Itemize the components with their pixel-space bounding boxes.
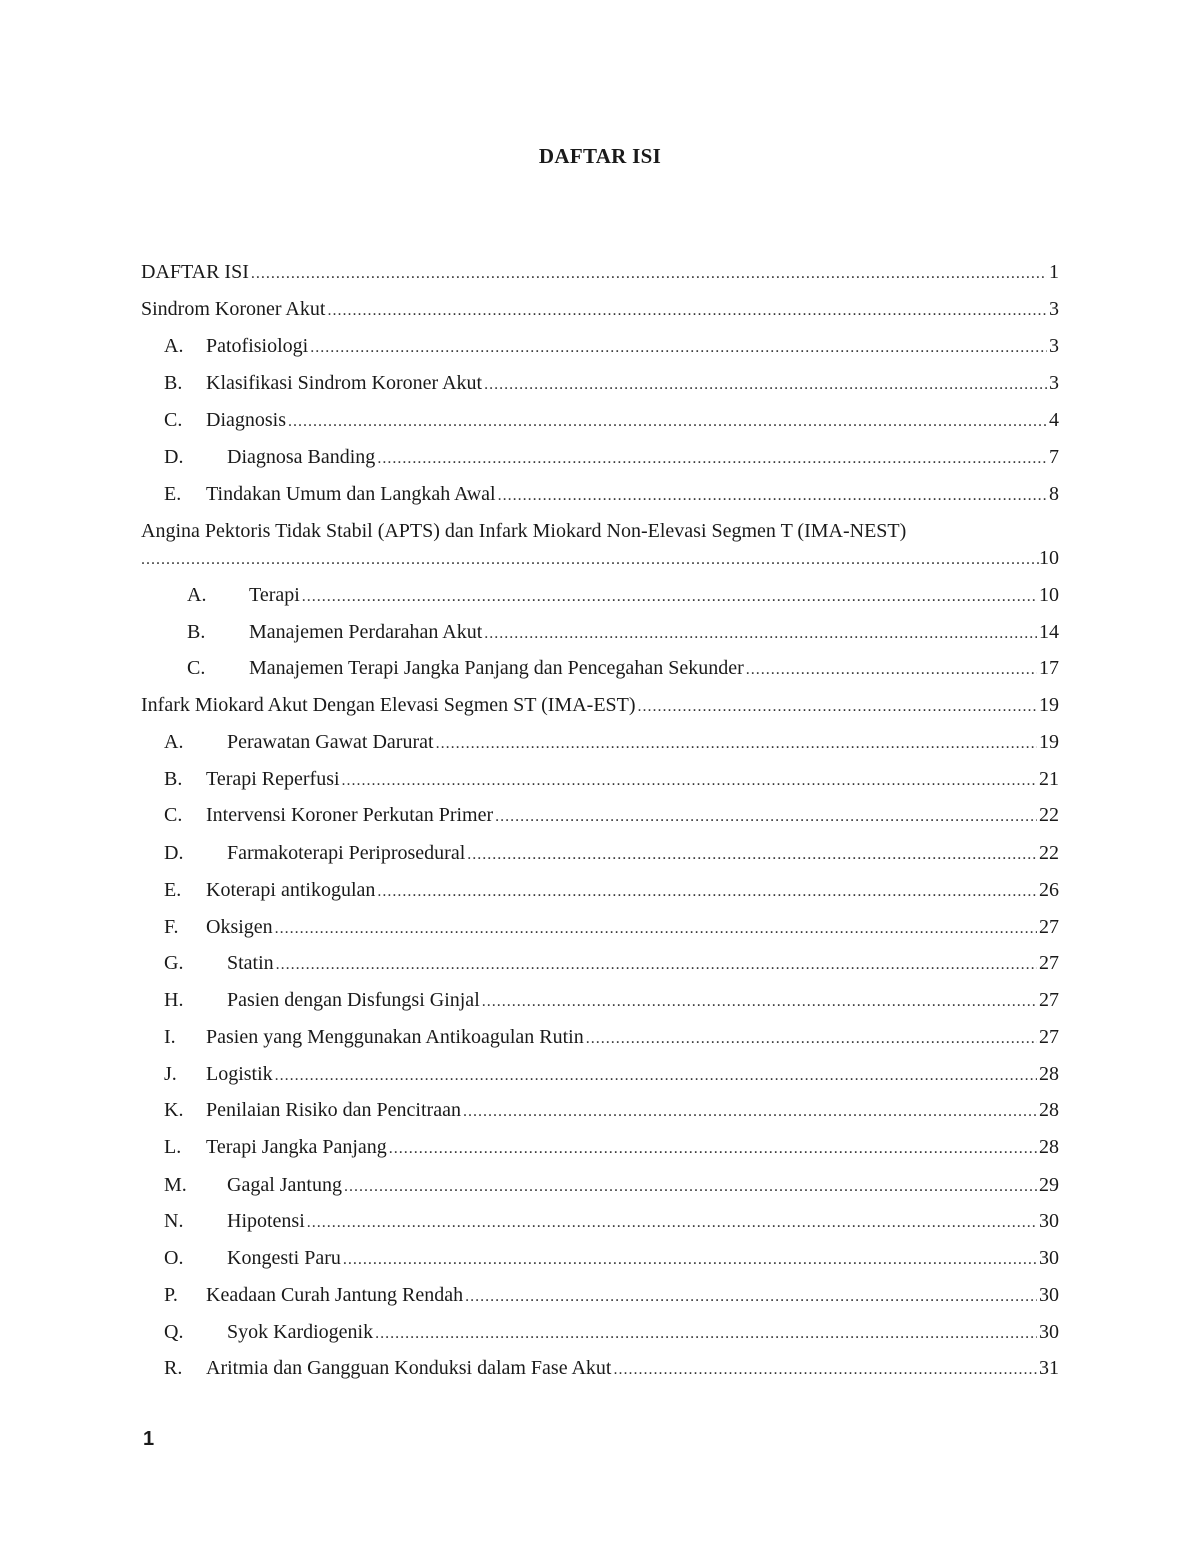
- toc-entry-title: DAFTAR ISI: [141, 261, 249, 283]
- toc-entry-title: Aritmia dan Gangguan Konduksi dalam Fase Akut: [206, 1357, 612, 1379]
- toc-entry-title: Diagnosis: [206, 409, 286, 431]
- toc-entry-title: Farmakoterapi Periprosedural: [227, 842, 466, 864]
- toc-entry-page: 22: [1039, 842, 1059, 864]
- toc-entry-page: 29: [1039, 1174, 1059, 1196]
- toc-entry-page: 27: [1039, 1026, 1059, 1048]
- toc-entry-title: Angina Pektoris Tidak Stabil (APTS) dan Infark Miokard Non-Elevasi Segmen T (IMA-NEST): [141, 520, 907, 542]
- toc-entry[interactable]: [164, 1284, 1059, 1320]
- dot-leader: [276, 956, 1037, 974]
- toc-entry-title: Klasifikasi Sindrom Koroner Akut: [206, 372, 483, 394]
- toc-entry-title: Hipotensi: [227, 1210, 305, 1232]
- toc-entry-marker: R.: [164, 1357, 183, 1379]
- toc-entry[interactable]: [187, 584, 1059, 620]
- toc-entry-title: Terapi Reperfusi: [206, 768, 340, 790]
- toc-entry-marker: J.: [164, 1063, 177, 1085]
- toc-entry[interactable]: [164, 1210, 1059, 1246]
- dot-leader: [467, 846, 1037, 864]
- toc-entry-marker: E.: [164, 879, 182, 901]
- dot-leader: [327, 302, 1047, 320]
- toc-entry-title: Logistik: [206, 1063, 273, 1085]
- toc-entry[interactable]: [164, 1099, 1059, 1135]
- dot-leader: [389, 1140, 1037, 1158]
- toc-entry[interactable]: [164, 1174, 1059, 1210]
- toc-entry-marker: D.: [164, 842, 184, 864]
- dot-leader: [310, 339, 1047, 357]
- toc-entry-title: Terapi: [249, 584, 300, 606]
- toc-entry-marker: K.: [164, 1099, 184, 1121]
- dot-leader: [498, 487, 1047, 505]
- toc-entry-title: Tindakan Umum dan Langkah Awal: [206, 483, 496, 505]
- dot-leader: [288, 413, 1047, 431]
- toc-entry[interactable]: [141, 261, 1059, 297]
- toc-entry-page: 27: [1039, 989, 1059, 1011]
- toc-entry-marker: B.: [187, 621, 206, 643]
- dot-leader: [275, 920, 1037, 938]
- toc-entry-page: 30: [1039, 1284, 1059, 1306]
- toc-entry-marker: P.: [164, 1284, 178, 1306]
- dot-leader: [377, 450, 1047, 468]
- toc-entry-marker: N.: [164, 1210, 184, 1232]
- dot-leader: [436, 735, 1037, 753]
- toc-entry-title: Pasien yang Menggunakan Antikoagulan Rutin: [206, 1026, 584, 1048]
- toc-entry-marker: C.: [164, 409, 183, 431]
- toc-entry[interactable]: [164, 916, 1059, 952]
- toc-entry-title: Diagnosa Banding: [227, 446, 376, 468]
- dot-leader: [377, 883, 1037, 901]
- dot-leader: [275, 1067, 1037, 1085]
- toc-entry-page: 28: [1039, 1136, 1059, 1158]
- toc-entry-title: Patofisiologi: [206, 335, 309, 357]
- toc-entry-marker: O.: [164, 1247, 184, 1269]
- toc-entry[interactable]: [164, 1321, 1059, 1357]
- toc-entry-page: 1: [1049, 261, 1059, 283]
- toc-entry-title: Terapi Jangka Panjang: [206, 1136, 387, 1158]
- toc-entry-page: 10: [1039, 547, 1059, 569]
- toc-entry-page: 27: [1039, 916, 1059, 938]
- toc-entry-page: 3: [1049, 372, 1059, 394]
- toc-entry[interactable]: [164, 804, 1059, 840]
- toc-entry[interactable]: [141, 694, 1059, 730]
- toc-entry[interactable]: [164, 1136, 1059, 1172]
- toc-entry[interactable]: [164, 1026, 1059, 1062]
- dot-leader: [465, 1288, 1037, 1306]
- toc-entry[interactable]: [164, 731, 1059, 767]
- toc-entry[interactable]: [164, 842, 1059, 878]
- toc-entry-title: Koterapi antikogulan: [206, 879, 376, 901]
- toc-entry[interactable]: [164, 1357, 1059, 1393]
- toc-entry[interactable]: [164, 335, 1059, 371]
- toc-entry[interactable]: [141, 298, 1059, 334]
- toc-entry-page: 3: [1049, 335, 1059, 357]
- toc-entry[interactable]: [164, 372, 1059, 408]
- toc-entry[interactable]: [164, 768, 1059, 804]
- toc-entry-page: 8: [1049, 483, 1059, 505]
- toc-entry[interactable]: [164, 952, 1059, 988]
- toc-entry[interactable]: [164, 989, 1059, 1025]
- toc-entry-title: Syok Kardiogenik: [227, 1321, 374, 1343]
- dot-leader: [746, 661, 1037, 679]
- toc-entry-page: 30: [1039, 1321, 1059, 1343]
- toc-entry-marker: H.: [164, 989, 184, 1011]
- toc-entry[interactable]: [164, 409, 1059, 445]
- toc-entry-page: 30: [1039, 1210, 1059, 1232]
- dot-leader: [463, 1103, 1037, 1121]
- dot-leader: [307, 1214, 1037, 1232]
- toc-entry[interactable]: [164, 483, 1059, 519]
- toc-entry[interactable]: [187, 621, 1059, 657]
- toc-entry-page: 14: [1039, 621, 1059, 643]
- toc-entry-continuation[interactable]: [141, 547, 1059, 583]
- toc-entry-title: Kongesti Paru: [227, 1247, 341, 1269]
- toc-entry-marker: E.: [164, 483, 182, 505]
- dot-leader: [302, 588, 1037, 606]
- toc-entry-title: Manajemen Perdarahan Akut: [249, 621, 483, 643]
- toc-entry-page: 19: [1039, 694, 1059, 716]
- dot-leader: [343, 1251, 1037, 1269]
- toc-entry-title: Oksigen: [206, 916, 273, 938]
- dot-leader: [141, 551, 1039, 569]
- toc-entry-marker: G.: [164, 952, 184, 974]
- dot-leader: [484, 625, 1037, 643]
- toc-entry[interactable]: [164, 1247, 1059, 1283]
- dot-leader: [375, 1325, 1037, 1343]
- dot-leader: [586, 1030, 1037, 1048]
- toc-entry-marker: B.: [164, 372, 183, 394]
- toc-entry-title: Pasien dengan Disfungsi Ginjal: [227, 989, 480, 1011]
- dot-leader: [495, 808, 1037, 826]
- toc-entry-marker: M.: [164, 1174, 187, 1196]
- toc-entry-marker: L.: [164, 1136, 182, 1158]
- dot-leader: [614, 1361, 1038, 1379]
- page-title: DAFTAR ISI: [538, 144, 662, 168]
- toc-entry-marker: B.: [164, 768, 183, 790]
- toc-entry-page: 17: [1039, 657, 1059, 679]
- toc-entry-marker: I.: [164, 1026, 176, 1048]
- toc-entry-page: 27: [1039, 952, 1059, 974]
- dot-leader: [482, 993, 1037, 1011]
- toc-entry-title: Manajemen Terapi Jangka Panjang dan Pencegahan Sekunder: [249, 657, 744, 679]
- toc-entry-marker: A.: [187, 584, 207, 606]
- page-number: 1: [143, 1428, 155, 1450]
- dot-leader: [344, 1178, 1037, 1196]
- dot-leader: [342, 772, 1037, 790]
- dot-leader: [484, 376, 1047, 394]
- toc-entry-marker: Q.: [164, 1321, 184, 1343]
- toc-entry-page: 22: [1039, 804, 1059, 826]
- toc-entry-title: Gagal Jantung: [227, 1174, 342, 1196]
- toc-entry-page: 3: [1049, 298, 1059, 320]
- toc-entry-page: 31: [1039, 1357, 1059, 1379]
- toc-entry[interactable]: [164, 879, 1059, 915]
- toc-entry-title: Intervensi Koroner Perkutan Primer: [206, 804, 494, 826]
- toc-entry-title: Keadaan Curah Jantung Rendah: [206, 1284, 464, 1306]
- toc-entry-page: 26: [1039, 879, 1059, 901]
- toc-entry[interactable]: [187, 657, 1059, 693]
- toc-entry-title: Penilaian Risiko dan Pencitraan: [206, 1099, 461, 1121]
- toc-entry-title: Statin: [227, 952, 274, 974]
- dot-leader: [251, 265, 1047, 283]
- toc-entry[interactable]: [164, 446, 1059, 482]
- toc-entry-page: 30: [1039, 1247, 1059, 1269]
- dot-leader: [638, 698, 1037, 716]
- toc-entry-page: 10: [1039, 584, 1059, 606]
- toc-entry-page: 21: [1039, 768, 1059, 790]
- toc-entry-page: 19: [1039, 731, 1059, 753]
- toc-entry-page: 28: [1039, 1099, 1059, 1121]
- toc-entry-page: 28: [1039, 1063, 1059, 1085]
- toc-entry-marker: A.: [164, 335, 184, 357]
- toc-entry-title: Infark Miokard Akut Dengan Elevasi Segmen ST (IMA-EST): [141, 694, 636, 716]
- toc-entry-page: 7: [1049, 446, 1059, 468]
- toc-entry-marker: A.: [164, 731, 184, 753]
- toc-entry-title: Perawatan Gawat Darurat: [227, 731, 434, 753]
- toc-entry-marker: F.: [164, 916, 179, 938]
- toc-entry-marker: C.: [187, 657, 206, 679]
- toc-entry-marker: C.: [164, 804, 183, 826]
- toc-entry-page: 4: [1049, 409, 1059, 431]
- toc-entry-title: Sindrom Koroner Akut: [141, 298, 326, 320]
- toc-entry-marker: D.: [164, 446, 184, 468]
- toc-entry[interactable]: [164, 1063, 1059, 1099]
